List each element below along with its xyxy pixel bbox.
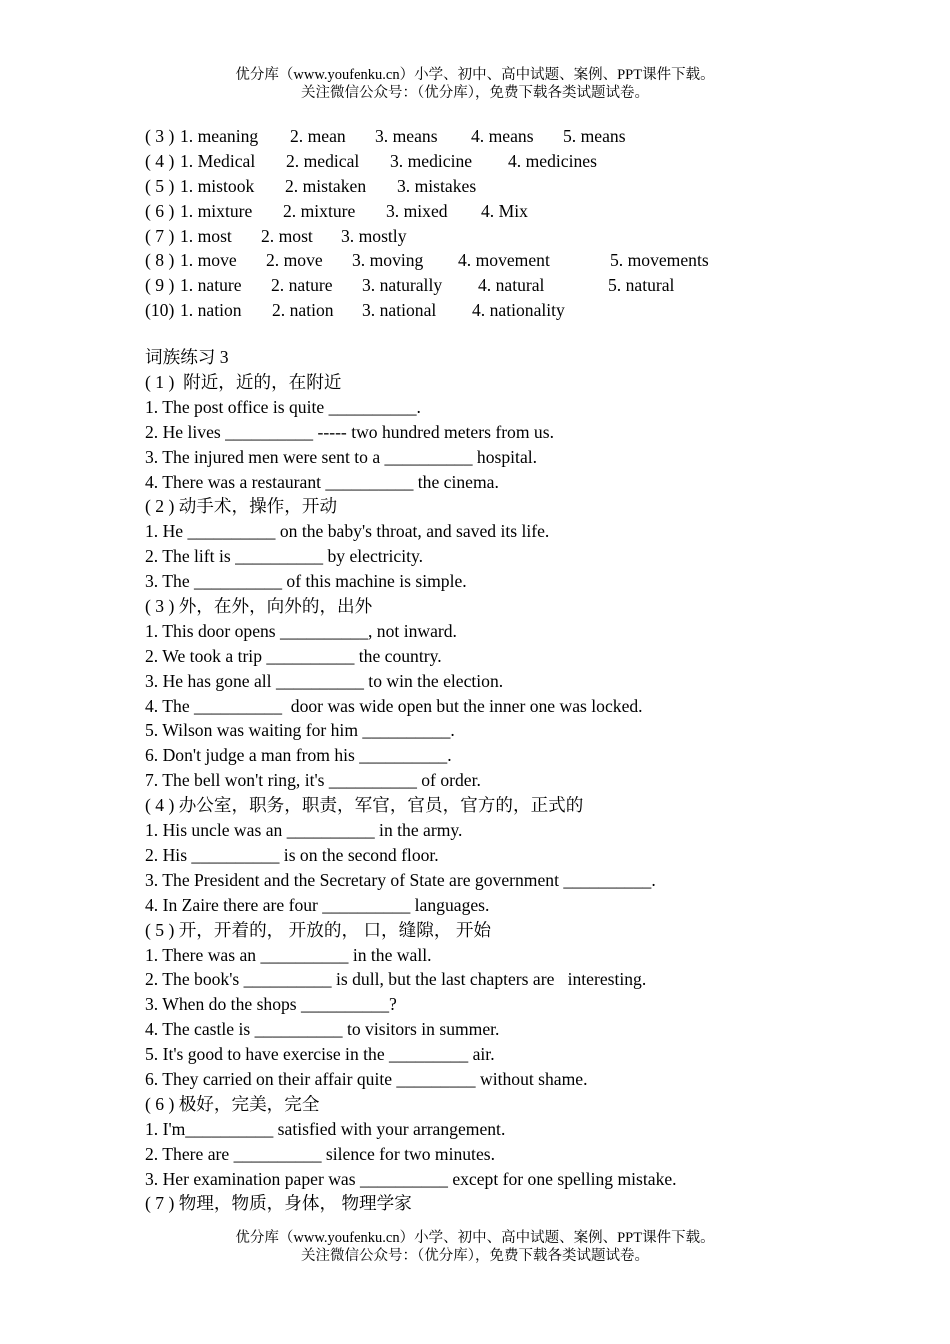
- answer-item: 2. mistaken: [285, 175, 367, 196]
- exercise-sentence: 3. He has gone all __________ to win the election.: [145, 670, 504, 691]
- answer-row-label: ( 4 ): [145, 150, 175, 171]
- answer-item: 1. meaning: [180, 126, 259, 146]
- exercise-sentence: 1. I'm__________ satisfied with your arrangement.: [145, 1118, 506, 1139]
- section-gap: [145, 323, 845, 345]
- answer-item: 4. nationality: [472, 300, 565, 321]
- answer-item: 5. movements: [610, 250, 709, 271]
- answer-item: 1. mixture: [180, 200, 253, 221]
- answer-row-label: ( 9 ): [145, 275, 175, 296]
- group-title: ( 3 ) 外，在外，向外的，出外: [145, 596, 373, 617]
- answer-row-label: ( 3 ): [145, 126, 175, 146]
- section-title: 词族练习 3: [145, 347, 229, 368]
- answer-item: 2. nature: [271, 275, 333, 296]
- answer-item: 4. movement: [458, 250, 550, 271]
- answer-row: [145, 149, 845, 174]
- exercise-sentence: 6. They carried on their affair quite _________ without shame.: [145, 1068, 588, 1089]
- answer-item: 3. means: [375, 126, 438, 146]
- answer-row: [145, 224, 845, 249]
- exercise-sentence: 6. Don't judge a man from his __________.: [145, 745, 452, 766]
- answer-row: [145, 273, 845, 298]
- exercise-sentence: 1. There was an __________ in the wall.: [145, 944, 432, 965]
- answer-row-label: ( 5 ): [145, 175, 175, 196]
- answer-row: [145, 248, 845, 273]
- answer-item: 4. natural: [478, 275, 545, 296]
- answer-item: 3. naturally: [362, 275, 443, 296]
- exercise-sentence: 3. The __________ of this machine is simple.: [145, 571, 467, 592]
- header-line-2: 关注微信公众号：（优分库），免费下载各类试题试卷。: [301, 85, 649, 101]
- exercise-sentence: 2. The lift is __________ by electricity.: [145, 546, 424, 567]
- answer-key: [145, 124, 845, 323]
- page-footer: [0, 1229, 950, 1265]
- answer-item: 5. natural: [608, 275, 675, 296]
- answer-item: 2. move: [266, 250, 323, 271]
- answer-item: 3. national: [362, 300, 437, 321]
- answer-item: 2. mean: [290, 126, 346, 146]
- answer-item: 1. nation: [180, 300, 242, 321]
- answer-item: 3. mixed: [386, 200, 448, 221]
- answer-item: 1. mistook: [180, 175, 255, 196]
- exercise-sentence: 2. He lives __________ ----- two hundred meters from us.: [145, 421, 554, 442]
- exercise-sentence: 5. It's good to have exercise in the _________ air.: [145, 1044, 495, 1065]
- answer-item: 1. Medical: [180, 150, 256, 171]
- exercise-sentence: 3. When do the shops __________?: [145, 994, 397, 1015]
- answer-row-label: ( 6 ): [145, 200, 175, 221]
- exercise-sentence: 1. The post office is quite __________.: [145, 396, 421, 417]
- exercise-sentence: 2. There are __________ silence for two minutes.: [145, 1143, 495, 1164]
- exercise-sentence: 4. The castle is __________ to visitors in summer.: [145, 1019, 500, 1040]
- answer-item: 3. mostly: [341, 225, 407, 246]
- exercise-sentence: 4. The __________ door was wide open but the inner one was locked.: [145, 695, 643, 716]
- answer-item: 3. moving: [352, 250, 424, 271]
- answer-row: [145, 199, 845, 224]
- answer-item: 1. move: [180, 250, 237, 271]
- answer-item: 3. mistakes: [397, 175, 477, 196]
- group-title: ( 2 ) 动手术，操作，开动: [145, 496, 338, 517]
- exercise-sentence: 4. In Zaire there are four __________ languages.: [145, 894, 490, 915]
- answer-item: 4. means: [471, 126, 534, 146]
- answer-item: 1. most: [180, 225, 232, 246]
- page-header: [0, 66, 950, 102]
- answer-item: 2. nation: [272, 300, 334, 321]
- document-body: [145, 124, 845, 1216]
- footer-line-1: 优分库（www.youfenku.cn）小学、初中、高中试题、案例、PPT课件下载。: [235, 1230, 715, 1246]
- exercise-sentence: 2. The book's __________ is dull, but the last chapters are interesting.: [145, 969, 647, 990]
- exercise-sentence: 3. The injured men were sent to a __________ hospital.: [145, 446, 538, 467]
- exercise-sentence: 4. There was a restaurant __________ the cinema.: [145, 471, 499, 492]
- exercise-sentence: 2. His __________ is on the second floor.: [145, 844, 439, 865]
- answer-row-label: ( 8 ): [145, 250, 175, 271]
- answer-item: 3. medicine: [390, 150, 473, 171]
- group-title: ( 7 ) 物理，物质，身体， 物理学家: [145, 1193, 412, 1214]
- group-title: ( 6 ) 极好，完美，完全: [145, 1093, 320, 1114]
- answer-row: [145, 174, 845, 199]
- exercise-groups: [145, 370, 845, 1216]
- exercise-sentence: 7. The bell won't ring, it's __________ of order.: [145, 770, 481, 791]
- answer-row-label: (10): [145, 300, 175, 321]
- header-line-1: 优分库（www.youfenku.cn）小学、初中、高中试题、案例、PPT课件下载。: [235, 67, 715, 83]
- answer-item: 4. Mix: [481, 200, 528, 221]
- answer-item: 2. most: [261, 225, 313, 246]
- answer-item: 5. means: [563, 126, 626, 146]
- answer-item: 1. nature: [180, 275, 242, 296]
- exercise-sentence: 2. We took a trip __________ the country.: [145, 645, 442, 666]
- exercise-sentence: 5. Wilson was waiting for him __________.: [145, 720, 455, 741]
- exercise-sentence: 1. This door opens __________, not inward.: [145, 620, 457, 641]
- answer-item: 2. medical: [286, 150, 360, 171]
- answer-item: 4. medicines: [508, 150, 597, 171]
- exercise-sentence: 3. The President and the Secretary of State are government __________.: [145, 869, 656, 890]
- exercise-sentence: 3. Her examination paper was __________ except for one spelling mistake.: [145, 1168, 677, 1189]
- group-title: ( 4 ) 办公室，职务，职责，军官，官员，官方的，正式的: [145, 795, 584, 816]
- exercise-sentence: 1. His uncle was an __________ in the army.: [145, 820, 463, 841]
- answer-row-label: ( 7 ): [145, 225, 175, 246]
- exercise-sentence: 1. He __________ on the baby's throat, and saved its life.: [145, 521, 550, 542]
- answer-row: [145, 124, 845, 149]
- answer-item: 2. mixture: [283, 200, 356, 221]
- group-title: ( 5 ) 开，开着的， 开放的， 口，缝隙， 开始: [145, 919, 492, 940]
- answer-row: [145, 298, 845, 323]
- footer-line-2: 关注微信公众号：（优分库），免费下载各类试题试卷。: [301, 1248, 649, 1264]
- group-title: ( 1 ) 附近，近的，在附近: [145, 372, 342, 393]
